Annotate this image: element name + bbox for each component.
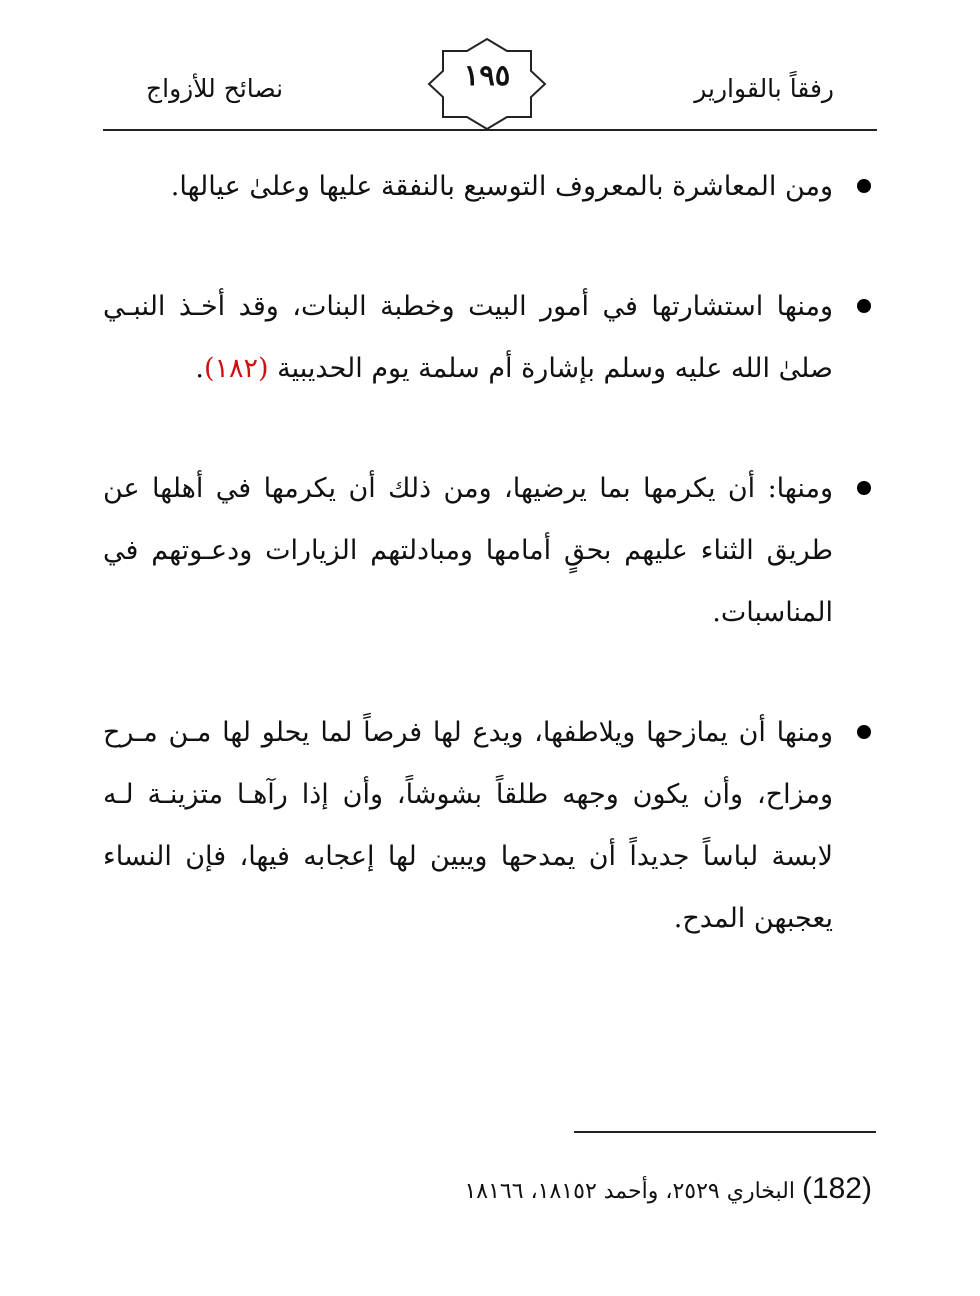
list-item	[103, 458, 833, 644]
list-item-text: ومن المعاشرة بالمعروف التوسيع بالنفقة عليها وعلىٰ عيالها.	[170, 171, 833, 202]
main-content	[103, 156, 833, 950]
bullet-icon	[857, 725, 871, 739]
list-item-text: ومنها أن يمازحها ويلاطفها، ويدع لها فرصاً لما يحلو لها مـن مـرح ومزاح، وأن يكون وجهه طلقاً بشوشاً، وأن إذا رآهـا متزينـة لـه لابسة لباساً جديداً أن يمدحها ويبين لها إعجابه فيها، فإن النساء يعجبهن المدح.	[103, 717, 833, 934]
list-item-text: ومنها استشارتها في أمور البيت وخطبة البنات، وقد أخـذ النبـي صلىٰ الله عليه وسلم بإشارة أم سلمة يوم الحديبية	[103, 291, 833, 384]
list-item	[103, 276, 833, 400]
footnote-text: البخاري ٢٥٢٩، وأحمد ١٨١٥٢، ١٨١٦٦	[464, 1179, 795, 1204]
book-title: رفقاً بالقوارير	[694, 74, 834, 103]
list-item	[103, 156, 833, 218]
page-number: ١٩٥	[463, 58, 511, 92]
footnote-divider	[574, 1131, 876, 1133]
page-number-badge	[427, 37, 547, 131]
bullet-icon	[857, 179, 871, 193]
chapter-title: نصائح للأزواج	[146, 74, 284, 103]
footnote-number: (182)	[801, 1172, 872, 1205]
list-item	[103, 702, 833, 950]
footnote	[464, 1172, 872, 1206]
footnote-reference[interactable]: (١٨٢)	[203, 353, 269, 384]
bullet-icon	[857, 481, 871, 495]
bullet-icon	[857, 299, 871, 313]
header-divider	[103, 129, 877, 131]
list-item-tail: .	[195, 353, 204, 384]
list-item-text: ومنها: أن يكرمها بما يرضيها، ومن ذلك أن يكرمها في أهلها عن طريق الثناء عليهم بحقٍ أمامها ومبادلتهم الزيارات ودعـوتهم في المناسبات.	[103, 473, 833, 628]
page-header	[0, 0, 980, 140]
